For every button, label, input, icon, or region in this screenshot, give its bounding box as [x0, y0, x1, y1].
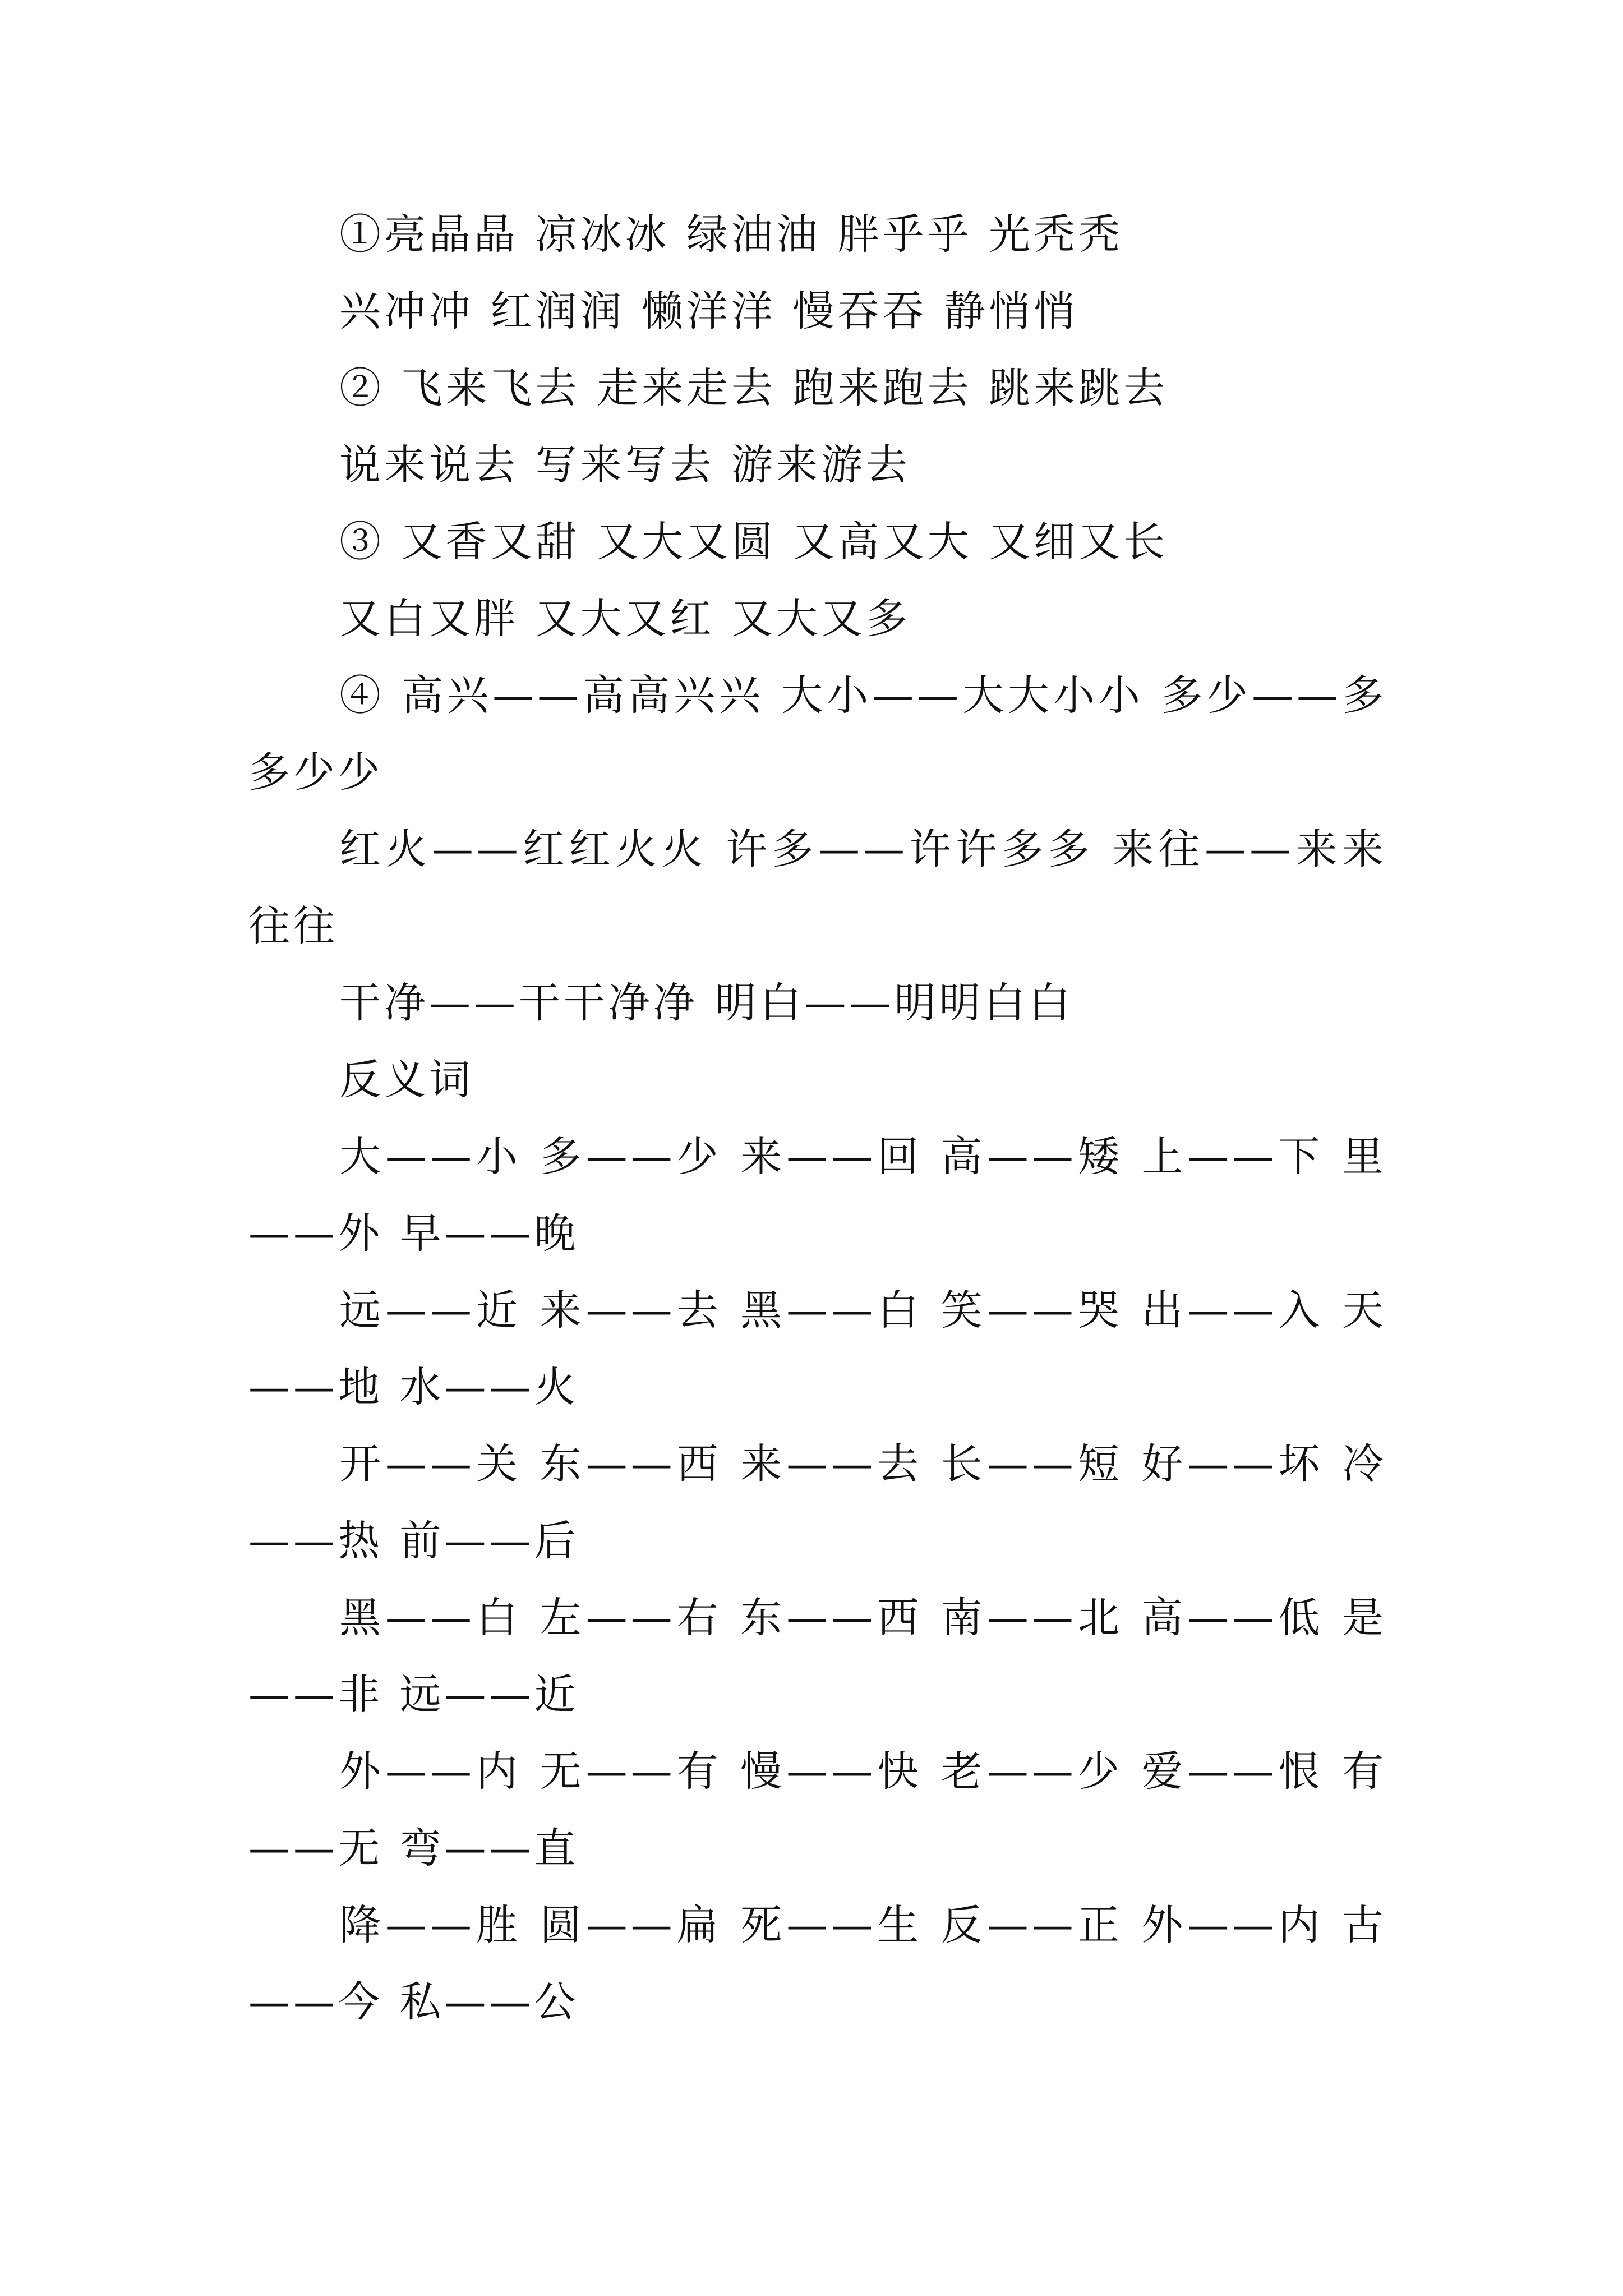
- paragraph-aabb-words-3: 干净——干干净净 明白——明明白白: [339, 979, 1074, 1027]
- section-heading-antonyms: 反义词: [339, 1056, 474, 1104]
- paragraph-you-words-2: 又白又胖 又大又红 又大又多: [339, 595, 911, 643]
- paragraph-antonyms-1: 大——小 多——少 来——回 高——矮 上——下 里——外 早——晚: [248, 1133, 1387, 1258]
- paragraph-laiqu-words-1: ② 飞来飞去 走来走去 跑来跑去 跳来跳去: [339, 364, 1169, 412]
- paragraph-antonyms-3: 开——关 东——西 来——去 长——短 好——坏 冷——热 前——后: [248, 1440, 1387, 1565]
- paragraph-laiqu-words-2: 说来说去 写来写去 游来游去: [339, 441, 911, 489]
- paragraph-antonyms-4: 黑——白 左——右 东——西 南——北 高——低 是——非 远——近: [248, 1594, 1387, 1719]
- paragraph-abb-words-2: 兴冲冲 红润润 懒洋洋 慢吞吞 静悄悄: [339, 287, 1079, 335]
- document-body: [248, 196, 1387, 2041]
- paragraph-antonyms-6: 降——胜 圆——扁 死——生 反——正 外——内 古——今 私——公: [248, 1901, 1387, 2026]
- paragraph-aabb-words-1: ④ 高兴——高高兴兴 大小——大大小小 多少——多多少少: [248, 671, 1387, 797]
- paragraph-aabb-words-2: 红火——红红火火 许多——许许多多 来往——来来往往: [248, 825, 1387, 950]
- paragraph-abb-words-1: ①亮晶晶 凉冰冰 绿油油 胖乎乎 光秃秃: [339, 210, 1124, 259]
- paragraph-you-words-1: ③ 又香又甜 又大又圆 又高又大 又细又长: [339, 518, 1169, 566]
- paragraph-antonyms-2: 远——近 来——去 黑——白 笑——哭 出——入 天——地 水——火: [248, 1286, 1387, 1411]
- paragraph-antonyms-5: 外——内 无——有 慢——快 老——少 爱——恨 有——无 弯——直: [248, 1747, 1387, 1872]
